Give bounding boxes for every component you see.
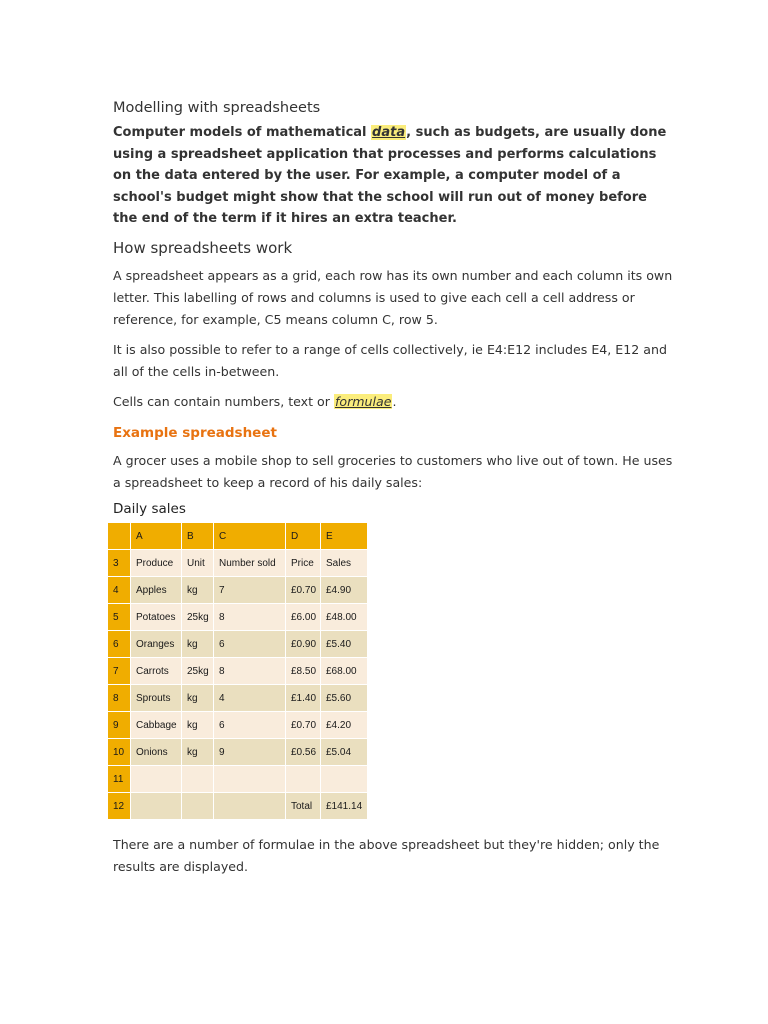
table-cell: kg [182, 631, 214, 658]
how-spreadsheets-heading: How spreadsheets work [113, 238, 293, 257]
table-cell: £0.70 [286, 712, 321, 739]
table-row [108, 604, 368, 631]
table-cell: 9 [214, 739, 286, 766]
table-cell: Price [286, 550, 321, 577]
table-cell [214, 766, 286, 793]
cells-text-before: Cells can contain numbers, text or [113, 393, 334, 409]
table-cell: £1.40 [286, 685, 321, 712]
table-row [108, 550, 368, 577]
table-cell: £4.90 [321, 577, 368, 604]
table-row [108, 658, 368, 685]
article [113, 98, 673, 519]
table-cell: £0.56 [286, 739, 321, 766]
table-cell: Oranges [131, 631, 182, 658]
table-row [108, 712, 368, 739]
table-cell [131, 766, 182, 793]
table-cell [321, 766, 368, 793]
table-cell: £0.90 [286, 631, 321, 658]
table-cell: Sprouts [131, 685, 182, 712]
row-number: 4 [108, 577, 131, 604]
table-cell: £6.00 [286, 604, 321, 631]
column-header-d: D [286, 523, 321, 550]
table-cell: Apples [131, 577, 182, 604]
table-cell: Unit [182, 550, 214, 577]
row-number: 3 [108, 550, 131, 577]
cells-text-after: . [392, 393, 397, 409]
table-cell: £68.00 [321, 658, 368, 685]
table-cell: kg [182, 739, 214, 766]
intro-paragraph [113, 122, 673, 230]
table-cell [182, 766, 214, 793]
table-cell [131, 793, 182, 820]
how-paragraph-2: It is also possible to refer to a range of cells collectively, ie E4:E12 includes E4, E12 and all of the cells in-between. [113, 341, 667, 379]
table-cell: £4.20 [321, 712, 368, 739]
table-cell: 7 [214, 577, 286, 604]
table-cell: £8.50 [286, 658, 321, 685]
table-cell: 8 [214, 604, 286, 631]
footer-paragraph: There are a number of formulae in the above spreadsheet but they're hidden; only the results are displayed. [113, 837, 660, 874]
column-header-c: C [214, 523, 286, 550]
corner-cell [108, 523, 131, 550]
table-row [108, 577, 368, 604]
table-cell [214, 793, 286, 820]
table-cell: kg [182, 577, 214, 604]
row-number: 9 [108, 712, 131, 739]
table-cell: kg [182, 712, 214, 739]
table-cell: £0.70 [286, 577, 321, 604]
table-cell: 6 [214, 631, 286, 658]
table-cell [286, 766, 321, 793]
table-cell: 25kg [182, 604, 214, 631]
table-cell: 4 [214, 685, 286, 712]
cells-paragraph [113, 391, 673, 413]
intro-text-before: Computer models of mathematical [113, 125, 372, 140]
column-header-a: A [131, 523, 182, 550]
column-header-b: B [182, 523, 214, 550]
table-cell: 25kg [182, 658, 214, 685]
row-number: 8 [108, 685, 131, 712]
row-number: 7 [108, 658, 131, 685]
example-heading: Example spreadsheet [113, 424, 277, 441]
table-cell: Produce [131, 550, 182, 577]
table-cell: £5.60 [321, 685, 368, 712]
table-cell: Cabbage [131, 712, 182, 739]
table-cell: kg [182, 685, 214, 712]
row-number: 5 [108, 604, 131, 631]
how-paragraph-1: A spreadsheet appears as a grid, each row has its own number and each column its own letter. This labelling of rows and columns is used to give each cell a cell address or reference, for example, C5 means column C, row 5. [113, 267, 673, 327]
row-number: 12 [108, 793, 131, 820]
table-row [108, 739, 368, 766]
daily-sales-table [107, 522, 368, 820]
row-number: 10 [108, 739, 131, 766]
row-number: 6 [108, 631, 131, 658]
row-number: 11 [108, 766, 131, 793]
table-cell [182, 793, 214, 820]
table-cell: Number sold [214, 550, 286, 577]
column-header-row [108, 523, 368, 550]
table-title: Daily sales [113, 500, 186, 517]
glossary-link-data[interactable]: data [372, 125, 406, 140]
table-cell: £5.40 [321, 631, 368, 658]
intro-text-after: , such as budgets, are usually done using a spreadsheet application that processes and performs calculations on the data entered by the user. For example, a computer model of a school's budget might show that the school will run out of money before the end of the term if it hires an extra teacher. [113, 125, 667, 227]
table-row [108, 766, 368, 793]
table-cell: Total [286, 793, 321, 820]
table-cell: Sales [321, 550, 368, 577]
table-row [108, 793, 368, 820]
table-row [108, 631, 368, 658]
table-cell: £48.00 [321, 604, 368, 631]
table-cell: Carrots [131, 658, 182, 685]
table-cell: Onions [131, 739, 182, 766]
example-paragraph: A grocer uses a mobile shop to sell groceries to customers who live out of town. He uses a spreadsheet to keep a record of his daily sales: [113, 452, 673, 490]
glossary-link-formulae[interactable]: formulae [334, 393, 392, 409]
table-cell: 8 [214, 658, 286, 685]
table-cell: £141.14 [321, 793, 368, 820]
page-title: Modelling with spreadsheets [113, 100, 321, 116]
column-header-e: E [321, 523, 368, 550]
table-cell: 6 [214, 712, 286, 739]
table-row [108, 685, 368, 712]
table-cell: Potatoes [131, 604, 182, 631]
table-cell: £5.04 [321, 739, 368, 766]
